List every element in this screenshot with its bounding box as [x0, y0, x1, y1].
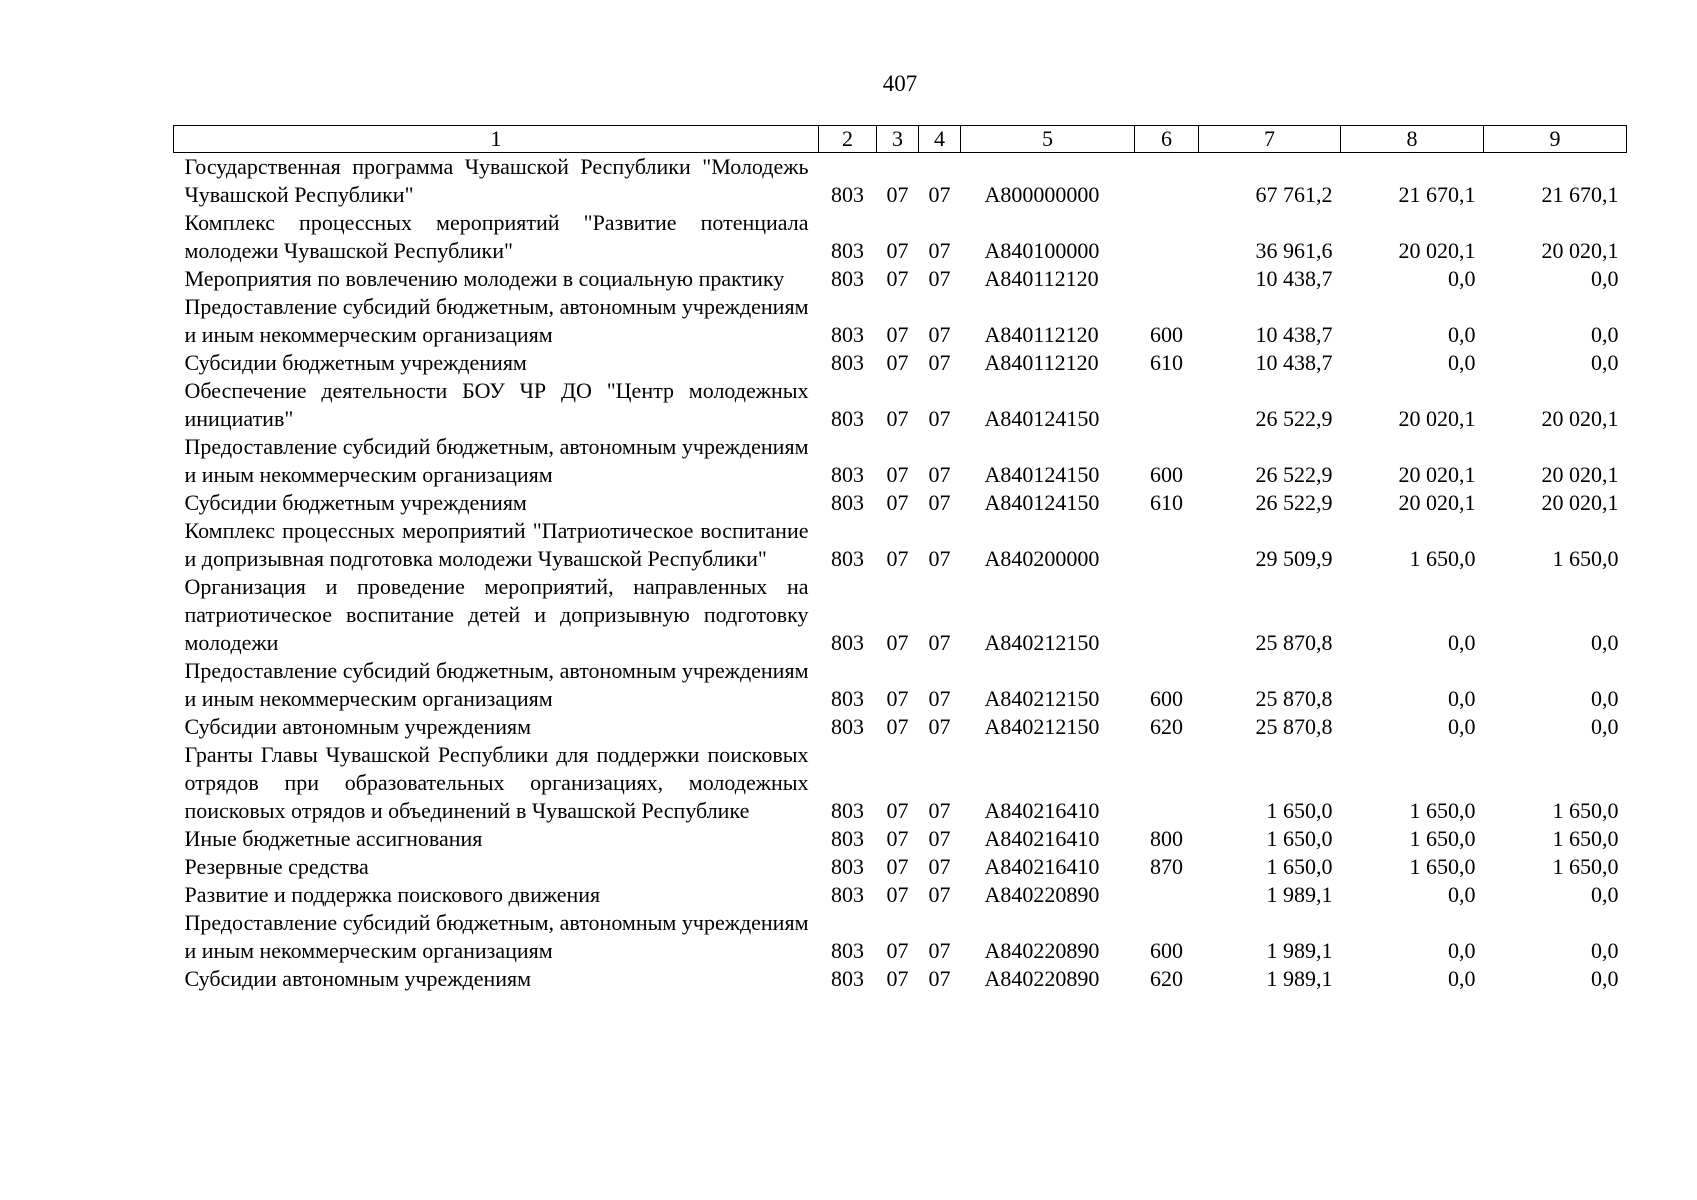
amount-col7-cell: 26 522,9	[1255, 462, 1333, 487]
target-article-cell: А840112120	[984, 266, 1099, 291]
subsection-code-cell: 07	[928, 322, 951, 347]
ministry-code-cell: 803	[831, 546, 864, 571]
table-header-row	[174, 126, 1627, 153]
target-article-cell: А840216410	[984, 798, 1100, 823]
target-article-cell: А840220890	[984, 882, 1100, 907]
item-name-cell: Предоставление субсидий бюджетным, автономным учреждениям и иным некоммерческим организациям	[184, 910, 809, 963]
item-name-cell: Развитие и поддержка поискового движения	[184, 882, 601, 907]
amount-col7-cell: 10 438,7	[1255, 322, 1333, 347]
table-row	[174, 657, 1627, 713]
ministry-code-cell: 803	[831, 182, 864, 207]
amount-col9-cell: 0,0	[1591, 966, 1619, 991]
amount-col8-cell: 1 650,0	[1409, 826, 1476, 851]
amount-col7-cell: 1 989,1	[1266, 966, 1333, 991]
table-row	[174, 825, 1627, 853]
amount-col9-cell: 20 020,1	[1541, 490, 1619, 515]
item-name-cell: Организация и проведение мероприятий, направленных на патриотическое воспитание детей и допризывную подготовку молодежи	[184, 574, 809, 655]
amount-col8-cell: 0,0	[1448, 882, 1476, 907]
amount-col8-cell: 0,0	[1448, 686, 1476, 711]
amount-col8-cell: 20 020,1	[1398, 490, 1476, 515]
ministry-code-cell: 803	[831, 826, 864, 851]
table-row	[174, 349, 1627, 377]
target-article-cell: А840124150	[984, 406, 1100, 431]
ministry-code-cell: 803	[831, 854, 864, 879]
item-name-cell: Комплекс процессных мероприятий "Развитие потенциала молодежи Чувашской Республики"	[184, 210, 809, 263]
target-article-cell: А840112120	[984, 322, 1099, 347]
subsection-code-cell: 07	[928, 966, 951, 991]
ministry-code-cell: 803	[831, 938, 864, 963]
amount-col9-cell: 0,0	[1591, 686, 1619, 711]
amount-col7-cell: 1 650,0	[1266, 826, 1333, 851]
section-code-cell: 07	[886, 938, 909, 963]
subsection-code-cell: 07	[928, 238, 951, 263]
amount-col7-cell: 29 509,9	[1255, 546, 1333, 571]
amount-col8-cell: 0,0	[1448, 322, 1476, 347]
expense-type-cell	[1135, 377, 1199, 433]
amount-col9-cell: 1 650,0	[1552, 854, 1619, 879]
expense-type-cell	[1135, 741, 1199, 825]
column-header: 3	[877, 126, 919, 153]
amount-col7-cell: 67 761,2	[1255, 182, 1333, 207]
amount-col7-cell: 36 961,6	[1255, 238, 1333, 263]
subsection-code-cell: 07	[928, 938, 951, 963]
item-name-cell: Иные бюджетные ассигнования	[184, 826, 483, 851]
table-body	[174, 153, 1627, 994]
amount-col8-cell: 20 020,1	[1398, 238, 1476, 263]
expense-type-cell: 800	[1150, 826, 1183, 851]
ministry-code-cell: 803	[831, 630, 864, 655]
table-row	[174, 489, 1627, 517]
expense-type-cell: 620	[1150, 714, 1183, 739]
subsection-code-cell: 07	[928, 350, 951, 375]
expense-type-cell	[1135, 153, 1199, 210]
subsection-code-cell: 07	[928, 882, 951, 907]
section-code-cell: 07	[886, 882, 909, 907]
amount-col8-cell: 21 670,1	[1398, 182, 1476, 207]
item-name-cell: Мероприятия по вовлечению молодежи в социальную практику	[184, 266, 785, 291]
target-article-cell: А840216410	[984, 826, 1100, 851]
ministry-code-cell: 803	[831, 350, 864, 375]
table-row	[174, 741, 1627, 825]
amount-col7-cell: 1 989,1	[1266, 882, 1333, 907]
table-row	[174, 881, 1627, 909]
expense-type-cell	[1135, 881, 1199, 909]
amount-col7-cell: 10 438,7	[1255, 266, 1333, 291]
budget-table	[173, 125, 1627, 993]
table-row	[174, 377, 1627, 433]
section-code-cell: 07	[886, 798, 909, 823]
amount-col7-cell: 26 522,9	[1255, 490, 1333, 515]
target-article-cell: А840124150	[984, 490, 1100, 515]
column-header: 9	[1484, 126, 1627, 153]
target-article-cell: А840220890	[984, 938, 1100, 963]
amount-col9-cell: 1 650,0	[1552, 798, 1619, 823]
amount-col8-cell: 20 020,1	[1398, 462, 1476, 487]
amount-col9-cell: 1 650,0	[1552, 546, 1619, 571]
section-code-cell: 07	[886, 182, 909, 207]
amount-col7-cell: 10 438,7	[1255, 350, 1333, 375]
ministry-code-cell: 803	[831, 238, 864, 263]
ministry-code-cell: 803	[831, 462, 864, 487]
expense-type-cell: 600	[1150, 322, 1183, 347]
section-code-cell: 07	[886, 826, 909, 851]
section-code-cell: 07	[886, 966, 909, 991]
expense-type-cell: 610	[1150, 490, 1183, 515]
item-name-cell: Обеспечение деятельности БОУ ЧР ДО "Центр молодежных инициатив"	[184, 378, 809, 431]
amount-col7-cell: 1 989,1	[1266, 938, 1333, 963]
column-header: 1	[174, 126, 819, 153]
section-code-cell: 07	[886, 714, 909, 739]
subsection-code-cell: 07	[928, 266, 951, 291]
table-row	[174, 293, 1627, 349]
subsection-code-cell: 07	[928, 686, 951, 711]
table-row	[174, 209, 1627, 265]
section-code-cell: 07	[886, 350, 909, 375]
subsection-code-cell: 07	[928, 798, 951, 823]
amount-col9-cell: 0,0	[1591, 350, 1619, 375]
ministry-code-cell: 803	[831, 714, 864, 739]
column-header: 5	[961, 126, 1135, 153]
expense-type-cell: 610	[1150, 350, 1183, 375]
amount-col8-cell: 20 020,1	[1398, 406, 1476, 431]
target-article-cell: А840200000	[984, 546, 1100, 571]
target-article-cell: А840212150	[984, 630, 1100, 655]
section-code-cell: 07	[886, 462, 909, 487]
item-name-cell: Государственная программа Чувашской Республики "Молодежь Чувашской Республики"	[184, 154, 809, 207]
amount-col8-cell: 0,0	[1448, 938, 1476, 963]
subsection-code-cell: 07	[928, 182, 951, 207]
amount-col9-cell: 20 020,1	[1541, 238, 1619, 263]
amount-col7-cell: 25 870,8	[1255, 630, 1333, 655]
amount-col9-cell: 0,0	[1591, 938, 1619, 963]
table-row	[174, 153, 1627, 210]
target-article-cell: А840216410	[984, 854, 1100, 879]
ministry-code-cell: 803	[831, 686, 864, 711]
subsection-code-cell: 07	[928, 826, 951, 851]
amount-col7-cell: 25 870,8	[1255, 714, 1333, 739]
amount-col9-cell: 20 020,1	[1541, 462, 1619, 487]
amount-col8-cell: 0,0	[1448, 630, 1476, 655]
table-row	[174, 573, 1627, 657]
section-code-cell: 07	[886, 266, 909, 291]
column-header: 8	[1341, 126, 1484, 153]
amount-col9-cell: 21 670,1	[1541, 182, 1619, 207]
amount-col7-cell: 26 522,9	[1255, 406, 1333, 431]
column-header: 2	[819, 126, 877, 153]
table-row	[174, 853, 1627, 881]
table-row	[174, 433, 1627, 489]
expense-type-cell: 600	[1150, 462, 1183, 487]
expense-type-cell	[1135, 517, 1199, 573]
item-name-cell: Комплекс процессных мероприятий "Патриотическое воспитание и допризывная подготовка молодежи Чувашской Республики"	[184, 518, 809, 571]
amount-col8-cell: 0,0	[1448, 266, 1476, 291]
table-row	[174, 909, 1627, 965]
expense-type-cell: 600	[1150, 686, 1183, 711]
ministry-code-cell: 803	[831, 798, 864, 823]
expense-type-cell	[1135, 573, 1199, 657]
amount-col8-cell: 0,0	[1448, 966, 1476, 991]
target-article-cell: А800000000	[984, 182, 1100, 207]
item-name-cell: Резервные средства	[184, 854, 369, 879]
ministry-code-cell: 803	[831, 966, 864, 991]
subsection-code-cell: 07	[928, 714, 951, 739]
subsection-code-cell: 07	[928, 854, 951, 879]
subsection-code-cell: 07	[928, 406, 951, 431]
section-code-cell: 07	[886, 546, 909, 571]
expense-type-cell	[1135, 265, 1199, 293]
table-row	[174, 965, 1627, 993]
subsection-code-cell: 07	[928, 630, 951, 655]
ministry-code-cell: 803	[831, 322, 864, 347]
amount-col8-cell: 1 650,0	[1409, 854, 1476, 879]
section-code-cell: 07	[886, 238, 909, 263]
ministry-code-cell: 803	[831, 490, 864, 515]
amount-col9-cell: 0,0	[1591, 322, 1619, 347]
section-code-cell: 07	[886, 322, 909, 347]
expense-type-cell: 600	[1150, 938, 1183, 963]
amount-col7-cell: 25 870,8	[1255, 686, 1333, 711]
subsection-code-cell: 07	[928, 462, 951, 487]
table-row	[174, 713, 1627, 741]
amount-col7-cell: 1 650,0	[1266, 798, 1333, 823]
subsection-code-cell: 07	[928, 490, 951, 515]
ministry-code-cell: 803	[831, 882, 864, 907]
column-header: 4	[919, 126, 961, 153]
amount-col8-cell: 0,0	[1448, 714, 1476, 739]
target-article-cell: А840100000	[984, 238, 1100, 263]
page-number: 407	[882, 71, 918, 96]
item-name-cell: Предоставление субсидий бюджетным, автономным учреждениям и иным некоммерческим организациям	[184, 294, 809, 347]
target-article-cell: А840124150	[984, 462, 1100, 487]
item-name-cell: Субсидии автономным учреждениям	[184, 714, 532, 739]
target-article-cell: А840112120	[984, 350, 1099, 375]
column-header: 7	[1199, 126, 1341, 153]
section-code-cell: 07	[886, 854, 909, 879]
expense-type-cell: 870	[1150, 854, 1183, 879]
amount-col7-cell: 1 650,0	[1266, 854, 1333, 879]
expense-type-cell: 620	[1150, 966, 1183, 991]
amount-col8-cell: 1 650,0	[1409, 546, 1476, 571]
subsection-code-cell: 07	[928, 546, 951, 571]
table-row	[174, 265, 1627, 293]
section-code-cell: 07	[886, 686, 909, 711]
item-name-cell: Предоставление субсидий бюджетным, автономным учреждениям и иным некоммерческим организациям	[184, 658, 809, 711]
expense-type-cell	[1135, 209, 1199, 265]
target-article-cell: А840212150	[984, 714, 1100, 739]
amount-col9-cell: 1 650,0	[1552, 826, 1619, 851]
section-code-cell: 07	[886, 406, 909, 431]
amount-col9-cell: 0,0	[1591, 714, 1619, 739]
section-code-cell: 07	[886, 630, 909, 655]
item-name-cell: Предоставление субсидий бюджетным, автономным учреждениям и иным некоммерческим организациям	[184, 434, 809, 487]
amount-col9-cell: 20 020,1	[1541, 406, 1619, 431]
ministry-code-cell: 803	[831, 266, 864, 291]
column-header: 6	[1135, 126, 1199, 153]
amount-col9-cell: 0,0	[1591, 630, 1619, 655]
amount-col9-cell: 0,0	[1591, 266, 1619, 291]
section-code-cell: 07	[886, 490, 909, 515]
item-name-cell: Субсидии автономным учреждениям	[184, 966, 532, 991]
target-article-cell: А840220890	[984, 966, 1100, 991]
amount-col9-cell: 0,0	[1591, 882, 1619, 907]
amount-col8-cell: 0,0	[1448, 350, 1476, 375]
table-row	[174, 517, 1627, 573]
item-name-cell: Субсидии бюджетным учреждениям	[184, 490, 527, 515]
ministry-code-cell: 803	[831, 406, 864, 431]
item-name-cell: Гранты Главы Чувашской Республики для поддержки поисковых отрядов при образовательных организациях, молодежных поисковых отрядов и объединений в Чувашской Республике	[184, 742, 809, 823]
target-article-cell: А840212150	[984, 686, 1100, 711]
item-name-cell: Субсидии бюджетным учреждениям	[184, 350, 527, 375]
amount-col8-cell: 1 650,0	[1409, 798, 1476, 823]
